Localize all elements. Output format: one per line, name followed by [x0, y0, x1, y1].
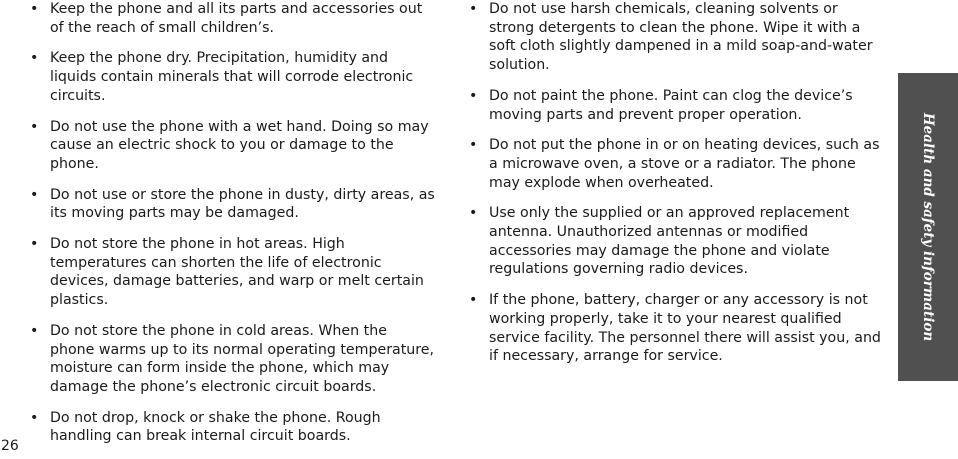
bullet-dot: • [30, 322, 39, 339]
bullet-text: Use only the supplied or an approved replacement antenna. Unauthorized antennas or modified accessories may damage the phone and violate regulations governing radio devices. [489, 205, 850, 278]
bullet-item [469, 87, 881, 124]
page-number: 26 [1, 438, 19, 454]
bullet-text: Do not store the phone in hot areas. High temperatures can shorten the life of electronic devices, damage batteries, and warp or melt certain plastics. [50, 236, 424, 309]
bullet-dot: • [30, 409, 39, 426]
bullet-item [30, 322, 435, 397]
bullet-text: Do not store the phone in cold areas. When the phone warms up to its normal operating temperature, moisture can form inside the phone, which may damage the phone’s electronic circuit boards. [50, 322, 435, 395]
bullet-item [30, 409, 435, 446]
bullet-text: Keep the phone dry. Precipitation, humidity and liquids contain minerals that will corrode electronic circuits. [50, 50, 414, 104]
bullet-dot: • [469, 292, 478, 309]
bullet-item [30, 118, 435, 174]
bullet-dot: • [30, 118, 39, 135]
bullet-text: Do not use the phone with a wet hand. Doing so may cause an electric shock to you or damage to the phone. [50, 118, 429, 172]
bullet-text: Do not paint the phone. Paint can clog the device’s moving parts and prevent proper operation. [489, 87, 853, 123]
bullet-item [469, 204, 881, 279]
bullet-dot: • [469, 87, 478, 104]
bullet-dot: • [30, 186, 39, 203]
bullet-item [469, 136, 881, 192]
bullet-text: Do not use harsh chemicals, cleaning solvents or strong detergents to clean the phone. Wipe it with a soft cloth slightly dampened in a mild soap-and-water solution. [489, 1, 873, 74]
section-tab [898, 73, 958, 381]
bullet-text: If the phone, battery, charger or any accessory is not working properly, take it to your nearest qualified service facility. The personnel there will assist you, and if necessary, arrange for service. [489, 292, 881, 365]
bullet-text: Do not drop, knock or shake the phone. Rough handling can break internal circuit boards. [50, 409, 381, 445]
bullet-dot: • [469, 205, 478, 222]
left-column [30, 0, 435, 458]
bullet-dot: • [30, 50, 39, 67]
bullet-text: Do not put the phone in or on heating devices, such as a microwave oven, a stove or a radiator. The phone may explode when overheated. [489, 137, 880, 191]
section-tab-label: Health and safety information [920, 112, 936, 342]
bullet-dot: • [30, 236, 39, 253]
bullet-item [30, 186, 435, 223]
bullet-text: Do not use or store the phone in dusty, dirty areas, as its moving parts may be damaged. [50, 186, 435, 222]
bullet-item [30, 0, 435, 37]
bullet-item [30, 49, 435, 105]
bullet-item [30, 235, 435, 310]
bullet-dot: • [469, 137, 478, 154]
bullet-item [469, 0, 881, 75]
bullet-text: Keep the phone and all its parts and accessories out of the reach of small children’s. [50, 1, 423, 36]
bullet-item [469, 291, 881, 366]
bullet-dot: • [30, 1, 39, 17]
bullet-dot: • [469, 1, 478, 17]
right-column [469, 0, 881, 378]
